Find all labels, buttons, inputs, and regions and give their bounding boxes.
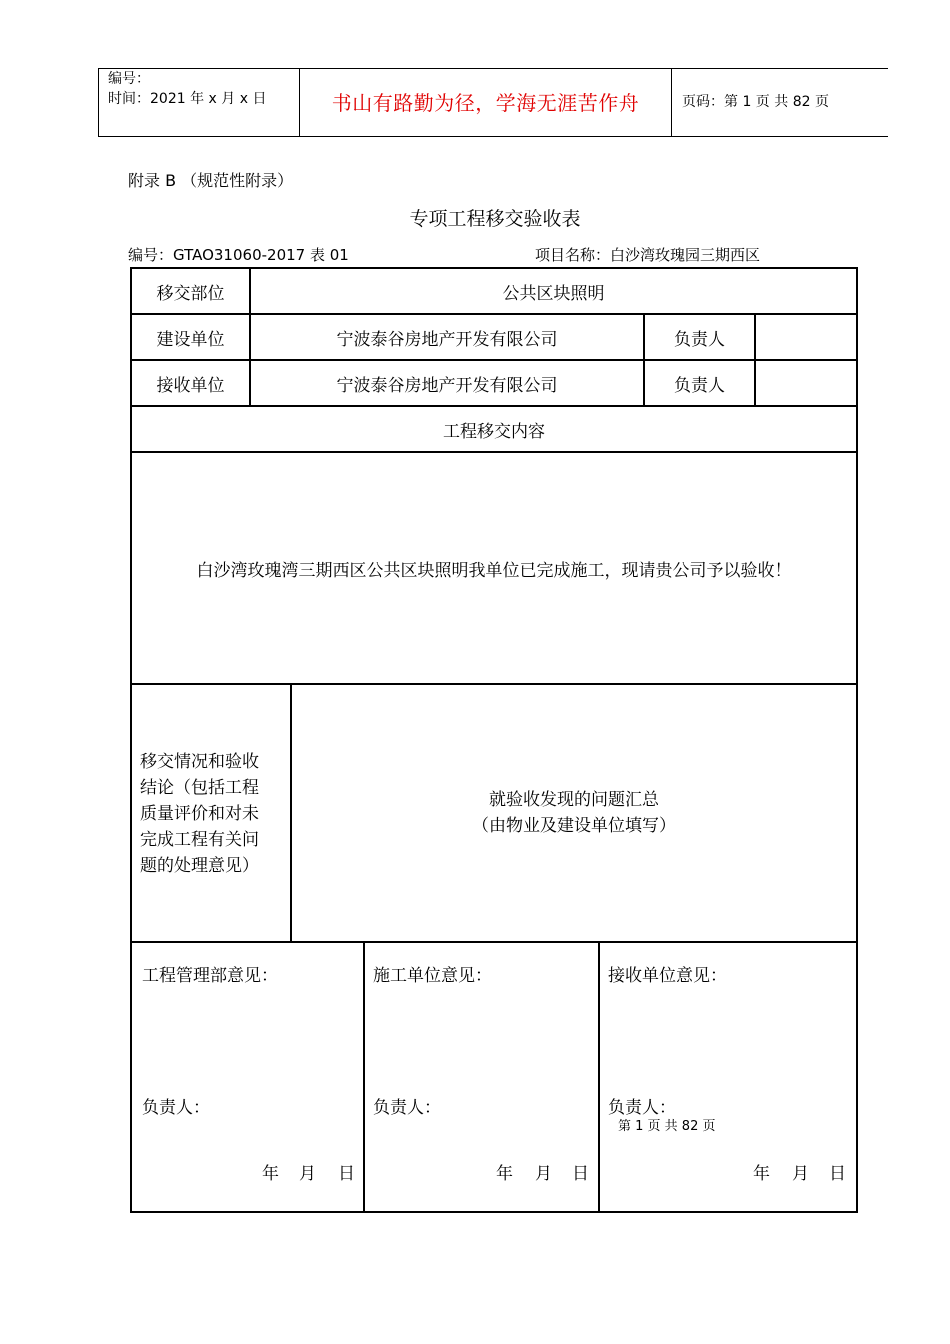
issues-note: （由物业及建设单位填写） — [472, 816, 676, 836]
receiver-opinion-person-label: 负责人： — [608, 1098, 676, 1118]
issues-summary: 就验收发现的问题汇总 — [489, 790, 659, 810]
row-divider — [132, 683, 856, 685]
issues-block[interactable] — [292, 787, 856, 839]
receiver-month-label: 月 — [792, 1164, 809, 1184]
conclusion-label-line: 质量评价和对未 — [140, 804, 259, 824]
builder-value: 宁波泰谷房地产开发有限公司 — [336, 329, 558, 350]
header-divider — [671, 69, 672, 136]
conclusion-label-line: 移交情况和验收 — [140, 752, 259, 772]
number-label: 编号： — [108, 71, 150, 87]
transfer-part-value: 公共区块照明 — [502, 283, 605, 304]
header-meta — [108, 69, 266, 109]
mgmt-opinion-title: 工程管理部意见： — [142, 966, 278, 986]
contractor-opinion-title: 施工单位意见： — [373, 966, 492, 986]
appendix-label: 附录 B （规范性附录） — [128, 171, 294, 190]
content-text: 白沙湾玫瑰湾三期西区公共区块照明我单位已完成施工，现请贵公司予以验收！ — [196, 560, 792, 581]
contractor-year-label: 年 — [496, 1164, 513, 1184]
contractor-day-label: 日 — [572, 1164, 589, 1184]
col-divider — [363, 941, 365, 1211]
builder-person-label: 负责人 — [674, 329, 725, 350]
footer-page-number: 第 1 页 共 82 页 — [618, 1119, 716, 1134]
content-header: 工程移交内容 — [443, 421, 545, 442]
page-info: 页码：第 1 页 共 82 页 — [682, 94, 829, 110]
time-label: 时间：2021 年 x 月 x 日 — [108, 91, 267, 107]
conclusion-label — [140, 749, 288, 879]
motto: 书山有路勤为径，学海无涯苦作舟 — [331, 91, 640, 115]
builder-label: 建设单位 — [156, 329, 225, 350]
form-code: 编号：GTAO31060-2017 表 01 — [128, 246, 349, 264]
col-divider — [598, 941, 600, 1211]
header-divider — [98, 69, 99, 136]
mgmt-day-label: 日 — [338, 1164, 355, 1184]
contractor-month-label: 月 — [535, 1164, 552, 1184]
receiver-person-label: 负责人 — [674, 375, 725, 396]
form-title: 专项工程移交验收表 — [409, 208, 581, 230]
receiver-day-label: 日 — [829, 1164, 846, 1184]
mgmt-year-label: 年 — [262, 1164, 279, 1184]
project-name: 项目名称：白沙湾玫瑰园三期西区 — [535, 246, 761, 264]
conclusion-label-line: 结论（包括工程 — [140, 778, 259, 798]
mgmt-person-label: 负责人： — [142, 1098, 210, 1118]
row-divider — [132, 941, 856, 943]
handover-form-table — [130, 267, 858, 1213]
receiver-year-label: 年 — [753, 1164, 770, 1184]
contractor-person-label: 负责人： — [373, 1098, 441, 1118]
transfer-part-label: 移交部位 — [156, 283, 225, 304]
conclusion-label-line: 题的处理意见） — [140, 856, 259, 876]
receiver-label: 接收单位 — [156, 375, 225, 396]
receiver-value: 宁波泰谷房地产开发有限公司 — [336, 375, 558, 396]
page-header — [98, 68, 888, 137]
receiver-person-field[interactable] — [756, 361, 856, 405]
conclusion-label-line: 完成工程有关问 — [140, 830, 259, 850]
mgmt-month-label: 月 — [299, 1164, 316, 1184]
builder-person-field[interactable] — [756, 315, 856, 359]
receiver-opinion-title: 接收单位意见： — [608, 966, 727, 986]
